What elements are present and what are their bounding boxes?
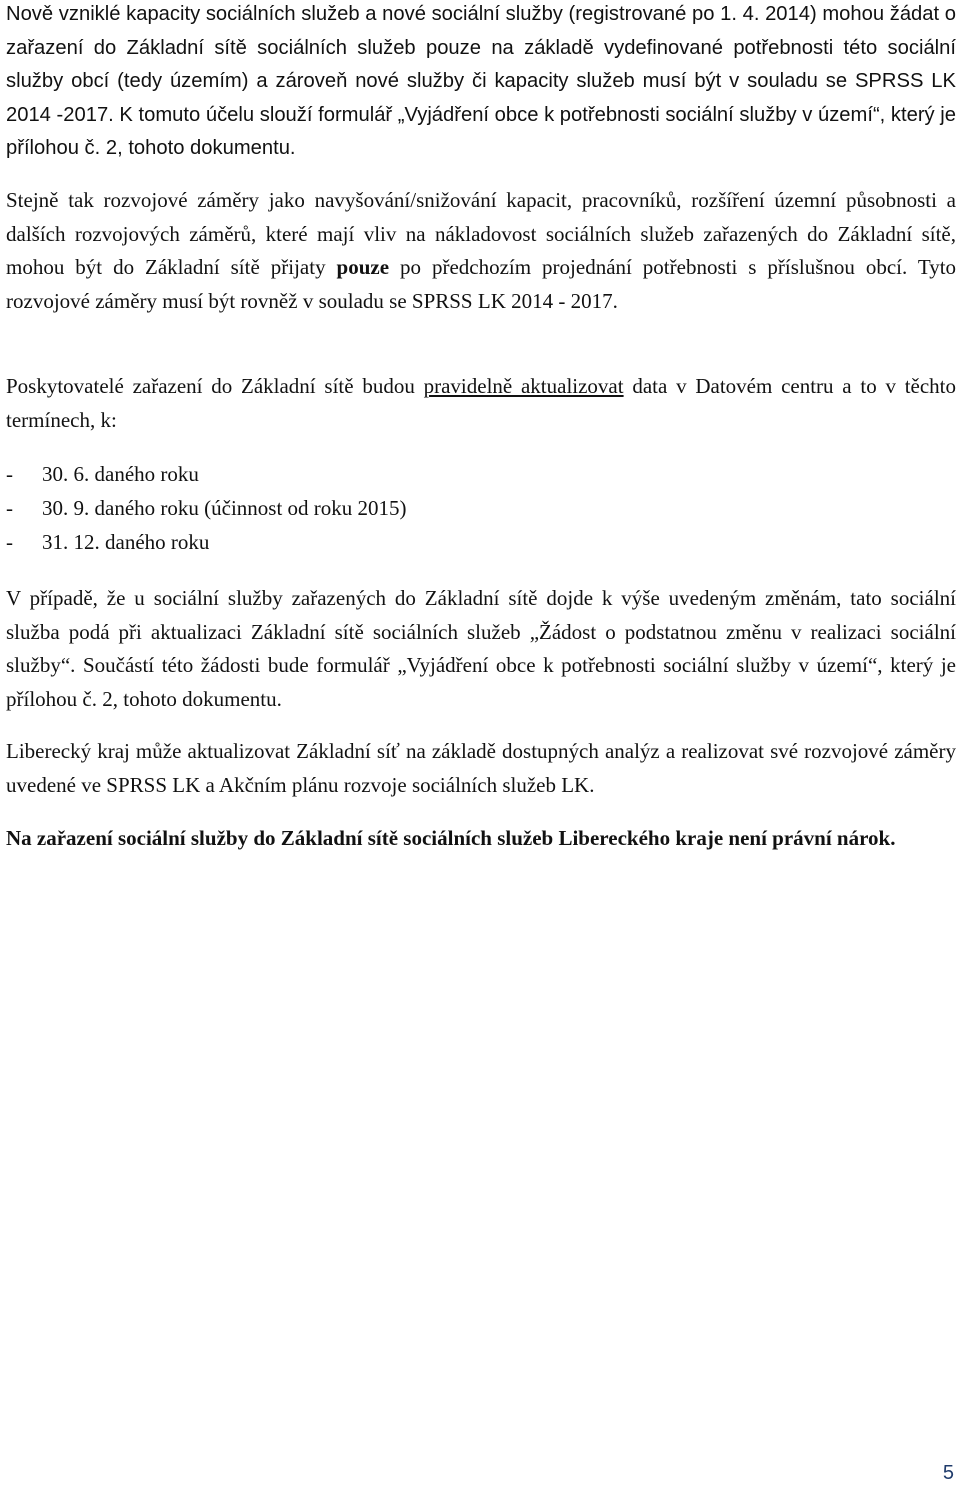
list-item: [6, 457, 956, 491]
list-item: [6, 491, 956, 525]
paragraph-development-text-end: po předchozím projednání potřebnosti s příslušnou obcí. Tyto rozvojové záměry musí být rovněž v souladu se SPRSS LK 2014 - 2017.: [6, 255, 957, 313]
paragraph-new-capacities-text: Nově vzniklé kapacity sociálních služeb a nové sociální služby (registrované po 1. 4. 2014) mohou žádat o zařazení do Základní sítě sociálních služeb pouze na základě vydefinované potřebnosti této sociální služby obcí (tedy územím) a zároveň nové služby či kapacity služeb musí být v souladu se SPRSS LK 2014 -2017.: [6, 3, 956, 126]
list-dash: -: [6, 530, 13, 554]
paragraph-no-legal-claim: Na zařazení sociální služby do Základní sítě sociálních služeb Libereckého kraje není právní nárok.: [6, 826, 896, 850]
paragraph-update-schedule: [6, 370, 956, 437]
underlined-regular-update: pravidelně aktualizovat: [423, 374, 624, 398]
paragraph-change-request: V případě, že u sociální služby zařazených do Základní sítě dojde k výše uvedeným změnám, tato sociální služba podá při aktualizaci Základní sítě sociálních služeb „Žádost o podstatnou změnu v realizaci sociální služby“. Součástí této žádosti bude formulář „Vyjádření obce k potřebnosti sociální služby v území“, který je přílohou č. 2, tohoto dokumentu.: [6, 586, 956, 711]
paragraph-new-capacities: [6, 0, 956, 166]
paragraph-update-text-end: data v Datovém centru a to v těchto termínech, k:: [6, 374, 957, 432]
paragraph-development-text: Stejně tak rozvojové záměry jako navyšování/snižování kapacit, pracovníků, rozšíření územní působnosti a dalších rozvojových záměrů, které mají vliv na nákladovost sociálních služeb zařazených do Základní sítě, mohou být do Základní sítě přijaty: [6, 188, 956, 279]
emphasis-pouze: pouze: [336, 255, 390, 279]
list-item-text: 31. 12. daného roku: [42, 530, 210, 554]
list-item-text: 30. 9. daného roku (účinnost od roku 2015): [42, 496, 407, 520]
list-item-text: 30. 6. daného roku: [42, 462, 199, 486]
list-item: [6, 525, 956, 559]
paragraph-update-text: Poskytovatelé zařazení do Základní sítě budou: [6, 374, 415, 398]
page-number: 5: [942, 1462, 954, 1484]
paragraph-region-update: Liberecký kraj může aktualizovat Základní síť na základě dostupných analýz a realizovat své rozvojové záměry uvedené ve SPRSS LK a Akčním plánu rozvoje sociálních služeb LK.: [6, 739, 956, 797]
paragraph-form-reference-text: K tomuto účelu slouží formulář „Vyjádření obce k potřebnosti sociální služby v území“, který je přílohou č. 2, tohoto dokumentu.: [6, 103, 956, 160]
list-dash: -: [6, 496, 13, 520]
deadline-list: [6, 457, 956, 559]
list-dash: -: [6, 462, 13, 486]
paragraph-development-plans: [6, 184, 956, 318]
